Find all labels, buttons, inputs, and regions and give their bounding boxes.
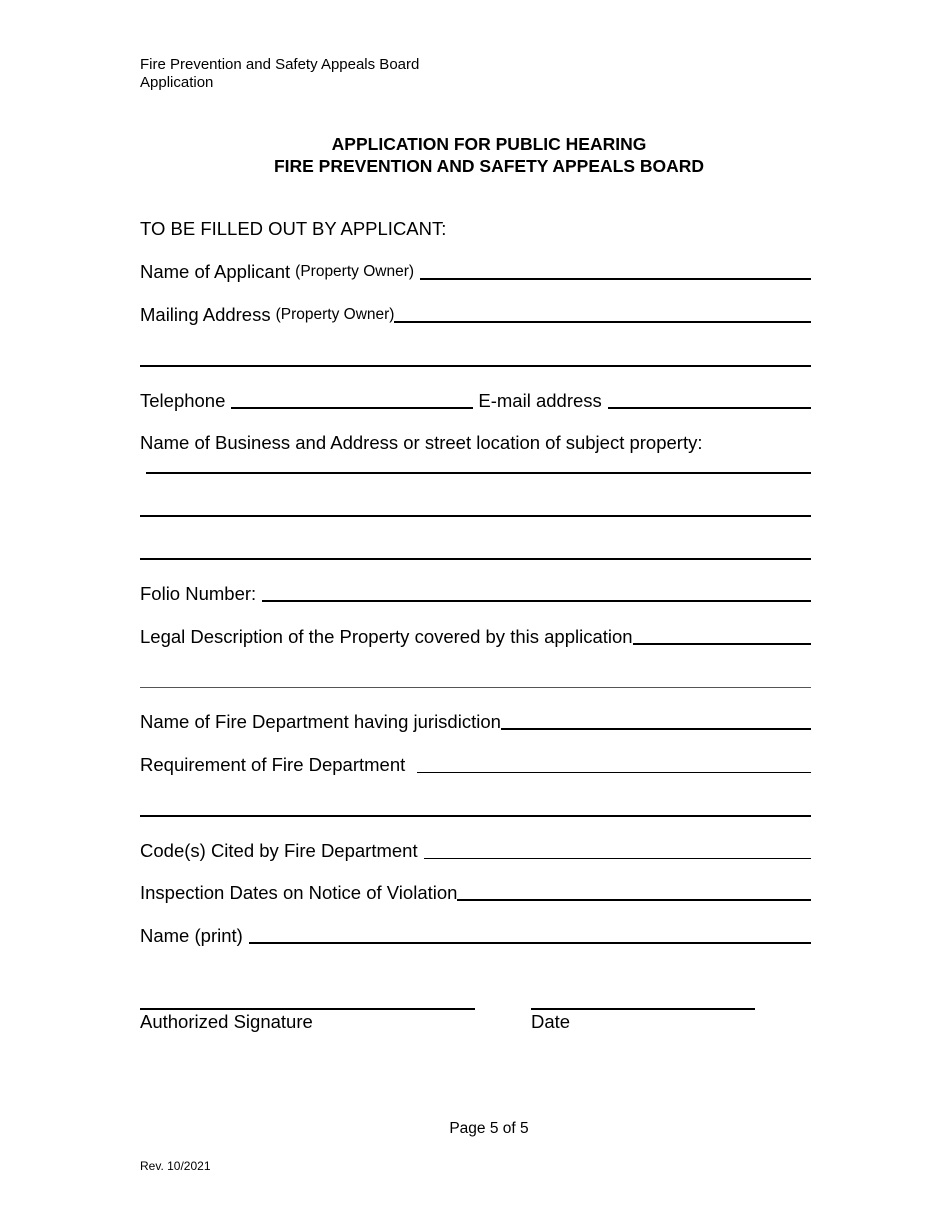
name-print-label: Name (print) [140, 925, 243, 946]
telephone-field[interactable] [231, 407, 473, 409]
telephone-label: Telephone [140, 390, 226, 411]
inspection-dates-row [140, 882, 811, 904]
mailing-address-note: (Property Owner) [275, 306, 395, 323]
signature-label: Authorized Signature [140, 1011, 313, 1032]
legal-description-label: Legal Description of the Property covered by this application [140, 626, 633, 647]
requirement-field-line2[interactable] [140, 815, 811, 817]
date-label: Date [531, 1011, 571, 1032]
mailing-address-field-line2[interactable] [140, 365, 811, 367]
requirement-field[interactable] [417, 772, 811, 773]
folio-row [140, 583, 811, 605]
revision-date: Rev. 10/2021 [140, 1159, 211, 1173]
page-number: Page 5 of 5 [449, 1120, 529, 1137]
applicant-name-label: Name of Applicant [140, 261, 291, 282]
section-heading-row [140, 218, 811, 240]
email-label: E-mail address [478, 390, 602, 411]
requirement-row [140, 754, 811, 776]
fire-department-label: Name of Fire Department having jurisdiction [140, 711, 501, 732]
fire-department-row [140, 711, 811, 733]
mailing-address-label: Mailing Address [140, 304, 271, 325]
inspection-dates-field[interactable] [457, 899, 811, 901]
codes-row [140, 840, 811, 862]
fire-department-field[interactable] [501, 728, 811, 730]
folio-field[interactable] [262, 600, 811, 602]
date-field[interactable] [531, 1008, 755, 1010]
folio-label: Folio Number: [140, 583, 257, 604]
form-title-line1: APPLICATION FOR PUBLIC HEARING [331, 134, 647, 154]
contact-row [140, 390, 811, 412]
mailing-address-row [140, 304, 811, 326]
legal-description-field[interactable] [633, 643, 811, 645]
business-address-label: Name of Business and Address or street location of subject property: [140, 432, 703, 453]
legal-description-row [140, 626, 811, 648]
signature-field[interactable] [140, 1008, 475, 1010]
mailing-address-field[interactable] [394, 321, 811, 323]
form-title-line2: FIRE PREVENTION AND SAFETY APPEALS BOARD [273, 156, 705, 176]
section-heading: TO BE FILLED OUT BY APPLICANT: [140, 218, 447, 239]
email-field[interactable] [608, 407, 811, 409]
legal-description-field-line2[interactable] [140, 687, 811, 688]
header-doc-type: Application [140, 74, 214, 91]
business-row [140, 432, 811, 454]
applicant-name-row [140, 261, 811, 283]
name-print-row [140, 925, 811, 947]
business-address-field-line3[interactable] [140, 558, 811, 560]
name-print-field[interactable] [249, 942, 811, 944]
business-address-field-line1[interactable] [146, 472, 811, 474]
codes-cited-label: Code(s) Cited by Fire Department [140, 840, 418, 861]
applicant-name-note: (Property Owner) [295, 263, 415, 280]
inspection-dates-label: Inspection Dates on Notice of Violation [140, 882, 458, 903]
header-org-name: Fire Prevention and Safety Appeals Board [140, 56, 420, 73]
business-address-field-line2[interactable] [140, 515, 811, 517]
codes-cited-field[interactable] [424, 858, 811, 859]
requirement-label: Requirement of Fire Department [140, 754, 406, 775]
applicant-name-field[interactable] [420, 278, 811, 280]
